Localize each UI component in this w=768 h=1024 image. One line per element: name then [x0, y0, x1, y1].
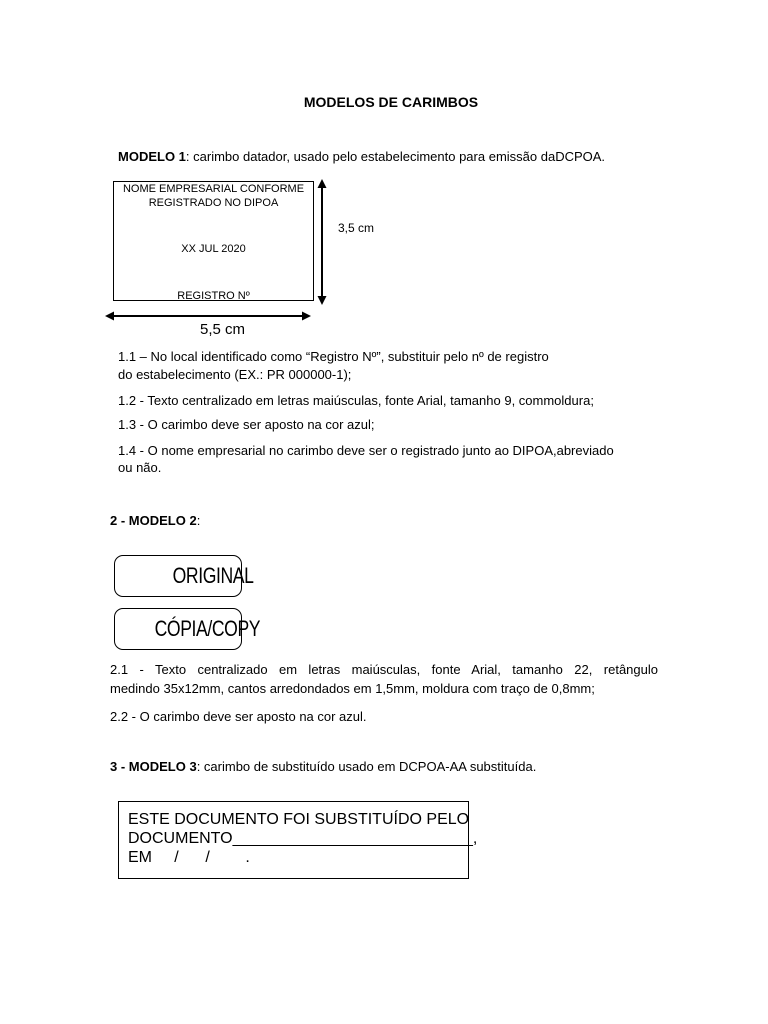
item-1-1-line1: 1.1 – No local identificado como “Registro Nº”, substituir pelo nº de registro	[118, 349, 549, 364]
modelo3-description: : carimbo de substituído usado em DCPOA-AA substituída.	[196, 759, 537, 774]
item-1-4-line2: ou não.	[118, 460, 162, 475]
item-1-2: 1.2 - Texto centralizado em letras maiúsculas, fonte Arial, tamanho 9, commoldura;	[118, 393, 594, 408]
stamp-date: XX JUL 2020	[181, 243, 246, 255]
modelo1-label: MODELO 1	[118, 149, 186, 164]
stamp-original	[114, 555, 254, 597]
stamp3-line1: ESTE DOCUMENTO FOI SUBSTITUÍDO PELO	[128, 811, 470, 828]
modelo3-stamp	[118, 801, 478, 879]
item-1-3: 1.3 - O carimbo deve ser aposto na cor azul;	[118, 417, 375, 432]
stamp-original-text: ORIGINAL	[172, 563, 254, 588]
item-2-1-line2: medindo 35x12mm, cantos arredondados em 1,5mm, moldura com traço de 0,8mm;	[110, 681, 595, 696]
stamp-copia-text: CÓPIA/COPY	[154, 616, 261, 641]
stamp3-line2: DOCUMENTO___________________________,	[128, 830, 478, 847]
height-label: 3,5 cm	[338, 221, 375, 235]
item-2-1-line1: 2.1 - Texto centralizado em letras maiúsculas, fonte Arial, tamanho 22, retângulo	[110, 662, 658, 677]
stamp3-line3: EM / / .	[128, 849, 250, 866]
stamp-registro: REGISTRO Nº	[177, 290, 250, 302]
stamp-company-line2: REGISTRADO NO DIPOA	[148, 197, 279, 209]
width-label: 5,5 cm	[200, 321, 246, 338]
item-2-2: 2.2 - O carimbo deve ser aposto na cor azul.	[110, 709, 367, 724]
modelo2-label: 2 - MODELO 2	[110, 513, 197, 528]
modelo3-heading	[110, 758, 536, 775]
modelo1-description: : carimbo datador, usado pelo estabelecimento para emissão daDCPOA.	[185, 149, 606, 164]
height-arrow	[318, 179, 327, 305]
modelo1-heading	[118, 148, 605, 165]
item-1-1-line2: do estabelecimento (EX.: PR 000000-1);	[118, 367, 352, 382]
modelo3-label: 3 - MODELO 3	[110, 759, 197, 774]
modelo2-colon: :	[196, 513, 201, 528]
item-1-4-line1: 1.4 - O nome empresarial no carimbo deve ser o registrado junto ao DIPOA,abreviado	[118, 443, 614, 458]
dimension-arrows	[100, 176, 340, 326]
stamp-copia	[114, 608, 261, 650]
modelo2-heading	[110, 512, 200, 529]
stamp-company-line1: NOME EMPRESARIAL CONFORME	[122, 183, 305, 195]
page-title: MODELOS DE CARIMBOS	[303, 94, 479, 110]
